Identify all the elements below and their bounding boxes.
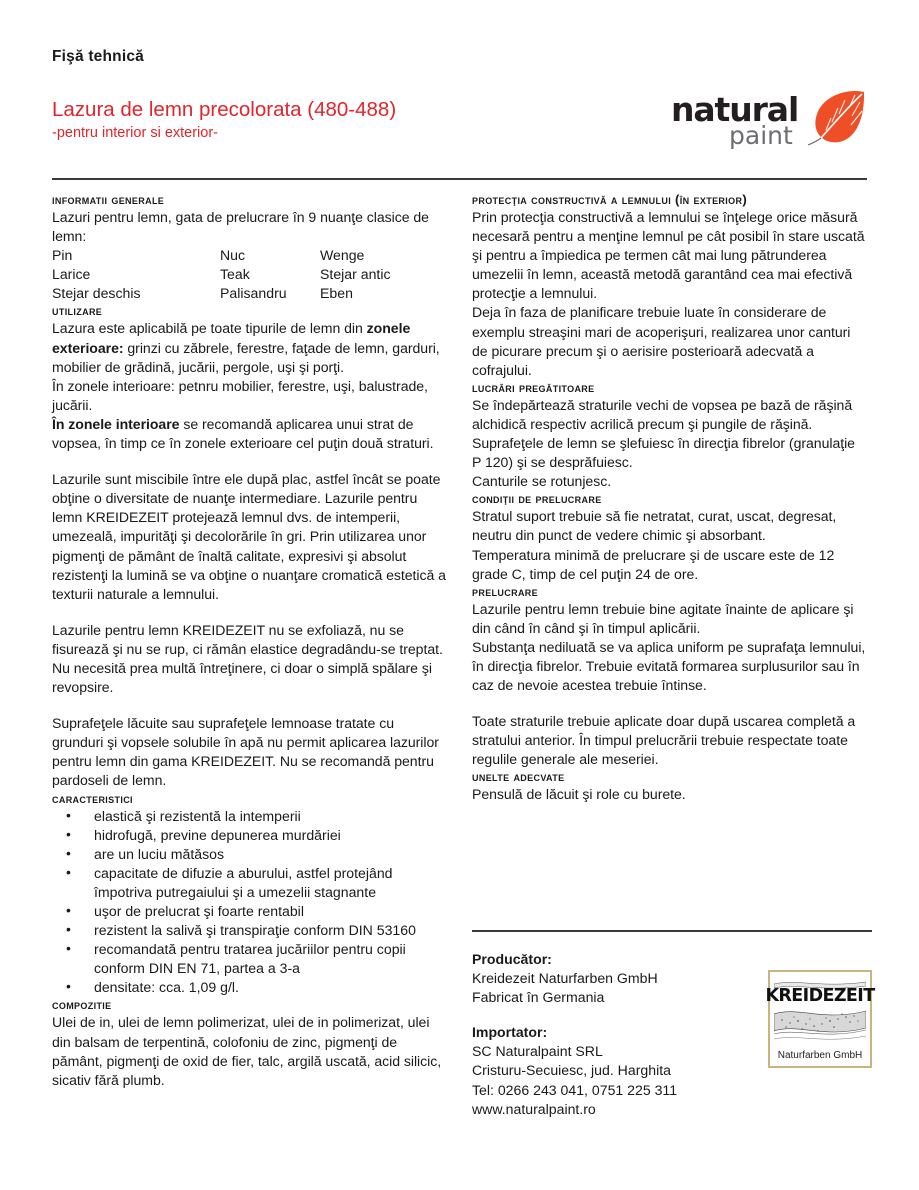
utilizare-paragraph-1	[52, 319, 446, 376]
footer-columns	[472, 950, 875, 1119]
species-item: Stejar deschis	[52, 285, 141, 302]
conditii-paragraph-1: Stratul suport trebuie să fie netratat, curat, uscat, degresat, neutru din punct de vedere chimic şi absorbant.	[472, 508, 837, 544]
kreidezeit-logo	[765, 970, 875, 1068]
title-block	[52, 96, 396, 141]
utilizare-paragraph-3	[52, 415, 446, 453]
unelte-paragraph-1: Pensulă de lăcuit şi role cu burete.	[472, 786, 686, 803]
producator-block	[472, 950, 677, 1007]
protectia-paragraph-1: Prin protecţia constructivă a lemnului se înţelege orice măsură necesară pentru a menţine lemnul pe cât posibil în stare uscată şi pentru a împiedica pe termen cât mai lung pătrunderea umezelii în lemn, această metodă garantând cea mai efectivă protecţie a lemnului.	[472, 209, 865, 302]
utilizare-p1-a: Lazura este aplicabilă pe toate tipurile de lemn din	[52, 320, 367, 337]
document-footer	[472, 930, 875, 1119]
list-item: • recomandată pentru tratarea jucăriilor pentru copii conform DIN EN 71, partea a 3-a	[80, 940, 446, 978]
section-heading-unelte-adecvate: unelte adecvate	[472, 769, 565, 785]
utilizare-p3-b: se recomandă aplicarea unui strat de vopsea, în timp ce în zonele exterioare cel puţin două straturi.	[52, 415, 434, 452]
wood-species-list	[52, 246, 446, 303]
list-item: • densitate: cca. 1,09 g/l.	[80, 978, 446, 997]
list-item: • uşor de prelucrat şi foarte rentabil	[80, 902, 446, 921]
utilizare-paragraph-5: Lazurile pentru lemn KREIDEZEIT nu se exfoliază, nu se fisurează şi nu se rup, ci rămân elastice degradându-se treptat. Nu necesită prea multă întreţinere, ci doar o simplă spălare şi revopsire.	[52, 621, 443, 696]
list-item: • capacitate de difuzie a aburului, astfel protejând împotriva putregaiului şi a umezelii stagnante	[80, 864, 446, 902]
producator-line: Fabricat în Germania	[472, 989, 605, 1006]
importator-line: Cristuru-Secuiesc, jud. Harghita	[472, 1062, 671, 1079]
utilizare-paragraph-4: Lazurile sunt miscibile între ele după plac, astfel încât se poate obţine o diversitate de nuanţe intermediare. Lazurile pentru lemn KREIDEZEIT protejează lemnul dvs. de intemperii, umezeală, impurităţi şi decolorările în gri. Prin utilizarea unor pigmenţi de pământ de înaltă calitate, expresivi şi absolut rezistenţi la lumină se va obţine o nuanţare cromatică estetică a texturii naturale a lemnului.	[52, 471, 446, 602]
section-heading-lucrari-pregatitoare: lucrări pregătitoare	[472, 379, 595, 395]
document-header	[52, 90, 867, 160]
lucrari-paragraph-1: Se îndepărtează straturile vechi de vopsea pe bază de răşină alchidică respectiv acrilică precum şi pungile de răşină. Suprafeţele de lemn se şlefuiesc în direcţia fibrelor (granulaţie P 120) şi se desprăfuiesc.	[472, 396, 855, 471]
leaf-icon	[805, 88, 867, 146]
kreidezeit-wordmark: KREIDEZEIT	[765, 986, 875, 1006]
species-item: Eben	[320, 285, 353, 302]
importator-line: SC Naturalpaint SRL	[472, 1043, 603, 1060]
conditii-paragraph-2: Temperatura minimă de prelucrare şi de uscare este de 12 grade C, timp de cel puţin 24 de ore.	[472, 546, 835, 582]
header-divider	[52, 178, 867, 180]
species-item: Wenge	[320, 247, 365, 264]
importator-block	[472, 1023, 677, 1118]
species-item: Nuc	[220, 247, 246, 264]
species-item: Pin	[52, 247, 73, 264]
document-kicker: Fişă tehnică	[52, 48, 144, 65]
prelucrare-paragraph-1: Lazurile pentru lemn trebuie bine agitate înainte de aplicare şi din când în când şi în timpul aplicării.	[472, 600, 854, 636]
section-heading-informatii-generale: informatii generale	[52, 192, 165, 207]
utilizare-p1-c: grinzi cu zăbrele, ferestre, faţade de lemn, garduri, mobilier de grădină, jucării, pergole, uşi şi porţi.	[52, 339, 440, 375]
producator-label: Producător:	[472, 951, 552, 967]
footer-contact	[472, 950, 677, 1119]
species-item: Palisandru	[220, 285, 287, 302]
page-title: Lazura de lemn precolorata (480-488)	[52, 98, 397, 121]
page-subtitle: -pentru interior si exterior-	[52, 124, 218, 141]
section-heading-prelucrare: prelucrare	[472, 583, 539, 599]
importator-website[interactable]: www.naturalpaint.ro	[472, 1100, 596, 1117]
utilizare-p3-bold: În zonele interioare	[52, 415, 180, 432]
list-item: • rezistent la salivă şi transpiraţie conform DIN 53160	[80, 921, 446, 940]
utilizare-paragraph-2: În zonele interioare: petnru mobilier, ferestre, uşi, balustrade, jucării.	[52, 377, 428, 413]
section-heading-protectia-constructiva: protecţia constructivă a lemnului (în exterior)	[472, 192, 748, 207]
section-heading-caracteristici: caracteristici	[52, 790, 133, 806]
prelucrare-paragraph-2: Substanţa nediluată se va aplica uniform pe suprafaţa lemnului, în direcţia fibrelor. Trebuie evitată formarea surplusurilor sau în caz de nevoie acestea trebuie întinse.	[472, 638, 866, 694]
utilizare-p1-bold: zonele exterioare:	[52, 320, 411, 356]
producator-line: Kreidezeit Naturfarben GmbH	[472, 970, 658, 987]
caracteristici-list	[52, 807, 446, 998]
section-heading-utilizare: utilizare	[52, 303, 103, 319]
footer-divider	[472, 930, 872, 932]
importator-line: Tel: 0266 243 041, 0751 225 311	[472, 1081, 678, 1098]
lucrari-paragraph-2: Canturile se rotunjesc.	[472, 473, 612, 490]
naturalpaint-logo	[671, 88, 867, 160]
list-item: • elastică şi rezistentă la intemperii	[80, 807, 446, 826]
compozitie-text: Ulei de in, ulei de lemn polimerizat, ulei de in polimerizat, ulei din balsam de terpentină, colofoniu de zinc, pigmenţi de pământ, pigmenţi de oxid de fier, talc, argilă uscată, acid silicic, sicativ fără plumb.	[52, 1014, 442, 1088]
left-column	[52, 192, 446, 1090]
section-heading-compozitie: compozitie	[52, 997, 112, 1013]
logo-word-natural: natural	[671, 90, 799, 129]
list-item: • hidrofugă, previne depunerea murdăriei	[80, 826, 446, 845]
informatii-generale-intro: Lazuri pentru lemn, gata de prelucrare în 9 nuanţe clasice de lemn:	[52, 209, 429, 245]
protectia-paragraph-2: Deja în faza de planificare trebuie luate în considerare de exemplu streaşini mari de acoperişuri, realizarea unor canturi de picurare precum şi o aerisire posterioară adecvată a cofrajului.	[472, 304, 851, 378]
species-item: Teak	[220, 266, 250, 283]
species-item: Stejar antic	[320, 266, 391, 283]
importator-label: Importator:	[472, 1024, 548, 1041]
kreidezeit-caption: Naturfarben GmbH	[777, 1050, 863, 1061]
species-item: Larice	[52, 266, 91, 283]
logo-word-paint: paint	[729, 121, 793, 150]
section-heading-conditii-de-prelucrare: condiţii de prelucrare	[472, 491, 602, 507]
list-item: • are un luciu mătăsos	[80, 845, 446, 864]
prelucrare-paragraph-3: Toate straturile trebuie aplicate doar după uscarea completă a stratului anterior. În timpul prelucrării trebuie respectate toate regulile generale ale meseriei.	[472, 713, 856, 768]
utilizare-paragraph-6: Suprafeţele lăcuite sau suprafeţele lemnoase tratate cu grunduri şi vopsele solubile în apă nu permit aplicarea lazurilor pentru lemn din gama KREIDEZEIT. Nu se recomandă pentru pardoseli de lemn.	[52, 715, 439, 789]
